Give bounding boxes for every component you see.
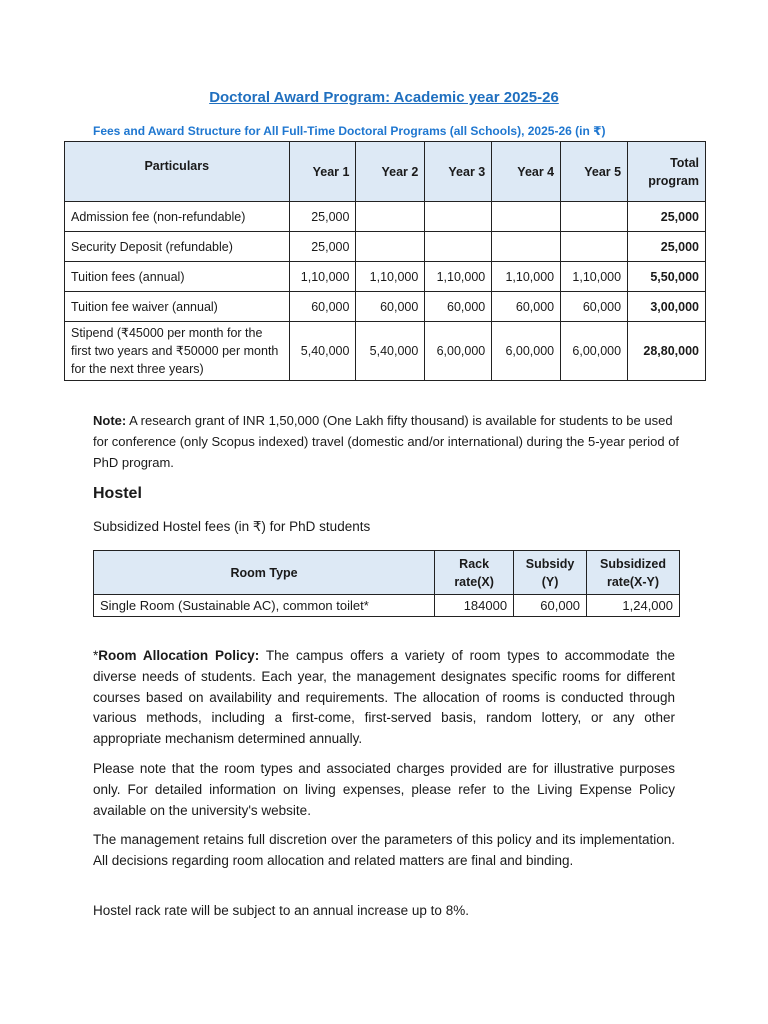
cell-year-4: 60,000	[492, 292, 561, 322]
cell-year-1: 5,40,000	[289, 322, 356, 381]
fees-table-caption: Fees and Award Structure for All Full-Time Doctoral Programs (all Schools), 2025-26 (in ₹)	[93, 124, 606, 138]
illustrative-note-paragraph: Please note that the room types and associated charges provided are for illustrative purposes only. For detailed information on living expenses, please refer to the Living Expense Policy available on the university's website.	[93, 761, 675, 818]
hostel-heading: Hostel	[93, 485, 142, 502]
cell-year-1: 25,000	[289, 202, 356, 232]
header-subsidized-rate: Subsidized rate(X-Y)	[587, 551, 680, 595]
cell-subsidized-rate: 1,24,000	[587, 595, 680, 617]
hostel-fees-table	[93, 550, 680, 617]
row-label: Tuition fee waiver (annual)	[65, 292, 290, 322]
row-label: Admission fee (non-refundable)	[65, 202, 290, 232]
header-year-3: Year 3	[425, 142, 492, 202]
cell-year-2	[356, 232, 425, 262]
cell-total: 28,80,000	[628, 322, 706, 381]
rack-rate-increase-paragraph: Hostel rack rate will be subject to an annual increase up to 8%.	[93, 903, 469, 918]
table-row	[65, 202, 706, 232]
cell-rack-rate: 184000	[435, 595, 514, 617]
table-row	[65, 292, 706, 322]
header-total: Total program	[628, 142, 706, 202]
cell-year-4	[492, 232, 561, 262]
header-year-2: Year 2	[356, 142, 425, 202]
cell-year-2: 1,10,000	[356, 262, 425, 292]
cell-total: 3,00,000	[628, 292, 706, 322]
discretion-paragraph: The management retains full discretion over the parameters of this policy and its implementation. All decisions regarding room allocation and related matters are final and binding.	[93, 832, 675, 868]
cell-total: 25,000	[628, 202, 706, 232]
policy-text: The campus offers a variety of room types to accommodate the diverse needs of students. Each year, the management designates specific rooms for different courses based on availability and requirements. The allocation of rooms is conducted through various methods, including a first-come, first-served basis, random lottery, or any other appropriate mechanism determined annually.	[93, 648, 675, 747]
cell-year-5: 60,000	[561, 292, 628, 322]
cell-room-type: Single Room (Sustainable AC), common toilet*	[94, 595, 435, 617]
cell-total: 25,000	[628, 232, 706, 262]
cell-year-2	[356, 202, 425, 232]
table-row	[65, 232, 706, 262]
cell-year-4: 6,00,000	[492, 322, 561, 381]
header-year-5: Year 5	[561, 142, 628, 202]
table-row	[65, 322, 706, 381]
cell-year-3: 1,10,000	[425, 262, 492, 292]
note-label: Note:	[93, 413, 127, 428]
cell-total: 5,50,000	[628, 262, 706, 292]
row-label: Stipend (₹45000 per month for the first two years and ₹50000 per month for the next three years)	[65, 322, 290, 381]
cell-year-5: 1,10,000	[561, 262, 628, 292]
table-row	[94, 595, 680, 617]
cell-year-2: 5,40,000	[356, 322, 425, 381]
header-year-4: Year 4	[492, 142, 561, 202]
header-subsidy: Subsidy (Y)	[514, 551, 587, 595]
cell-year-1: 60,000	[289, 292, 356, 322]
cell-year-5	[561, 202, 628, 232]
header-year-1: Year 1	[289, 142, 356, 202]
row-label: Tuition fees (annual)	[65, 262, 290, 292]
cell-year-2: 60,000	[356, 292, 425, 322]
header-rack-rate: Rack rate(X)	[435, 551, 514, 595]
table-row	[65, 262, 706, 292]
research-grant-note	[93, 410, 683, 473]
cell-year-4	[492, 202, 561, 232]
header-particulars: Particulars	[65, 142, 290, 202]
cell-year-1: 1,10,000	[289, 262, 356, 292]
cell-year-5	[561, 232, 628, 262]
row-label: Security Deposit (refundable)	[65, 232, 290, 262]
page-title: Doctoral Award Program: Academic year 2025-26	[209, 89, 559, 106]
cell-year-3	[425, 232, 492, 262]
table-header-row	[65, 142, 706, 202]
cell-year-3: 60,000	[425, 292, 492, 322]
cell-year-4: 1,10,000	[492, 262, 561, 292]
cell-year-3: 6,00,000	[425, 322, 492, 381]
header-room-type: Room Type	[94, 551, 435, 595]
policy-prefix: *	[93, 648, 99, 663]
policy-label: Room Allocation Policy:	[98, 648, 260, 663]
note-text: A research grant of INR 1,50,000 (One Lakh fifty thousand) is available for students to be used for conference (only Scopus indexed) travel (domestic and/or international) during the 5-year period of PhD program.	[93, 413, 680, 470]
cell-subsidy: 60,000	[514, 595, 587, 617]
cell-year-3	[425, 202, 492, 232]
room-allocation-policy	[93, 646, 675, 750]
cell-year-1: 25,000	[289, 232, 356, 262]
cell-year-5: 6,00,000	[561, 322, 628, 381]
fees-table	[64, 141, 706, 381]
hostel-subheading: Subsidized Hostel fees (in ₹) for PhD students	[93, 519, 371, 534]
table-header-row	[94, 551, 680, 595]
